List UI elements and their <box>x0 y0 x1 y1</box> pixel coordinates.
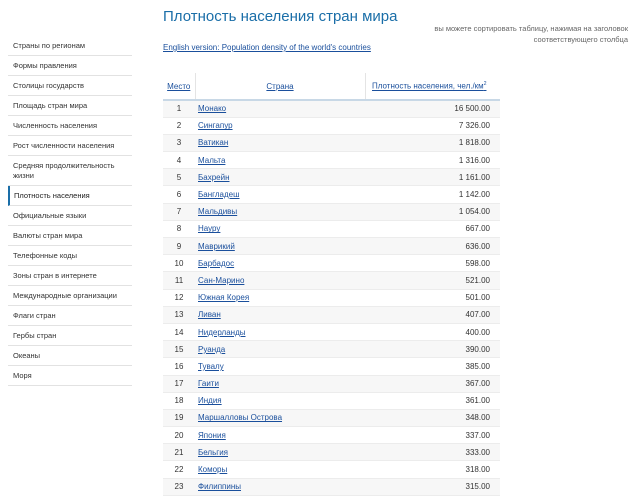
table-row <box>163 409 500 426</box>
country-link[interactable]: Филиппины <box>198 482 241 492</box>
table-row <box>163 134 500 151</box>
table-header-row <box>163 73 500 100</box>
sidebar-item[interactable]: Телефонные коды <box>8 246 132 266</box>
rank-cell: 4 <box>163 152 195 169</box>
country-link[interactable]: Мальдивы <box>198 207 238 217</box>
rank-column-header[interactable]: Место <box>163 73 195 100</box>
table-row <box>163 427 500 444</box>
rank-cell: 6 <box>163 186 195 203</box>
rank-cell: 3 <box>163 134 195 151</box>
rank-cell: 21 <box>163 444 195 461</box>
rank-cell: 17 <box>163 375 195 392</box>
sidebar-item[interactable]: Страны по регионам <box>8 36 132 56</box>
sidebar-item[interactable]: Численность населения <box>8 116 132 136</box>
density-cell: 348.00 <box>365 409 500 426</box>
country-cell <box>195 238 365 255</box>
density-header-label: Плотность населения, чел./км <box>372 81 484 91</box>
density-cell: 521.00 <box>365 272 500 289</box>
rank-cell: 22 <box>163 461 195 478</box>
table-row <box>163 289 500 306</box>
density-cell: 667.00 <box>365 220 500 237</box>
page-title: Плотность населения стран мира <box>163 8 398 25</box>
table-row <box>163 255 500 272</box>
sidebar-item[interactable]: Площадь стран мира <box>8 96 132 116</box>
country-link[interactable]: Маврикий <box>198 241 235 251</box>
country-link[interactable]: Япония <box>198 430 226 440</box>
density-cell: 390.00 <box>365 341 500 358</box>
country-link[interactable]: Ватикан <box>198 138 229 148</box>
table-row <box>163 117 500 134</box>
country-cell <box>195 289 365 306</box>
country-link[interactable]: Нидерланды <box>198 327 246 337</box>
rank-cell: 10 <box>163 255 195 272</box>
table-row <box>163 392 500 409</box>
country-link[interactable]: Маршалловы Острова <box>198 413 283 423</box>
country-cell <box>195 186 365 203</box>
country-link[interactable]: Сан-Марино <box>198 275 245 285</box>
density-cell: 315.00 <box>365 478 500 495</box>
country-cell <box>195 444 365 461</box>
country-cell <box>195 117 365 134</box>
country-cell <box>195 341 365 358</box>
sort-hint: вы можете сортировать таблицу, нажимая на заголовок соответствующего столбца <box>434 24 628 44</box>
sidebar-item[interactable]: Столицы государств <box>8 76 132 96</box>
rank-cell: 9 <box>163 238 195 255</box>
sidebar-item[interactable]: Моря <box>8 366 132 386</box>
country-link[interactable]: Бангладеш <box>198 190 240 200</box>
table-row <box>163 323 500 340</box>
country-link[interactable]: Ливан <box>198 310 221 320</box>
table-row <box>163 169 500 186</box>
density-cell: 1 161.00 <box>365 169 500 186</box>
sidebar-item[interactable]: Океаны <box>8 346 132 366</box>
rank-cell: 19 <box>163 409 195 426</box>
rank-cell: 15 <box>163 341 195 358</box>
country-cell <box>195 134 365 151</box>
sidebar-nav <box>8 36 132 386</box>
rank-cell: 20 <box>163 427 195 444</box>
country-cell <box>195 323 365 340</box>
table-row <box>163 220 500 237</box>
rank-cell: 1 <box>163 100 195 117</box>
rank-cell: 12 <box>163 289 195 306</box>
country-cell <box>195 392 365 409</box>
country-link[interactable]: Тувалу <box>198 361 224 371</box>
table-row <box>163 100 500 117</box>
density-cell: 636.00 <box>365 238 500 255</box>
density-cell: 318.00 <box>365 461 500 478</box>
country-link[interactable]: Монако <box>198 104 227 114</box>
density-cell: 1 818.00 <box>365 134 500 151</box>
rank-cell: 18 <box>163 392 195 409</box>
table-row <box>163 341 500 358</box>
country-link[interactable]: Южная Корея <box>198 293 250 303</box>
rank-cell: 11 <box>163 272 195 289</box>
country-cell <box>195 461 365 478</box>
density-column-header[interactable] <box>365 73 500 100</box>
table-row <box>163 272 500 289</box>
sidebar-item[interactable]: Формы правления <box>8 56 132 76</box>
country-link[interactable]: Науру <box>198 224 221 234</box>
table-row <box>163 306 500 323</box>
sidebar-item[interactable]: Средняя продолжительность жизни <box>8 156 132 186</box>
country-link[interactable]: Бельгия <box>198 447 228 457</box>
sidebar-item[interactable]: Гербы стран <box>8 326 132 346</box>
rank-cell: 13 <box>163 306 195 323</box>
country-cell <box>195 169 365 186</box>
density-cell: 333.00 <box>365 444 500 461</box>
country-link[interactable]: Гаити <box>198 379 219 389</box>
country-cell <box>195 255 365 272</box>
country-cell <box>195 358 365 375</box>
table-row <box>163 444 500 461</box>
country-link[interactable]: Индия <box>198 396 222 406</box>
rank-cell: 23 <box>163 478 195 495</box>
country-cell <box>195 272 365 289</box>
rank-cell: 16 <box>163 358 195 375</box>
density-cell: 1 054.00 <box>365 203 500 220</box>
country-cell <box>195 409 365 426</box>
sidebar-item[interactable]: Зоны стран в интернете <box>8 266 132 286</box>
country-cell <box>195 306 365 323</box>
sidebar-item[interactable]: Международные организации <box>8 286 132 306</box>
country-link[interactable]: Сингапур <box>198 121 233 131</box>
table-row <box>163 186 500 203</box>
country-cell <box>195 220 365 237</box>
country-cell <box>195 375 365 392</box>
sidebar-item[interactable]: Плотность населения <box>8 186 132 206</box>
country-link[interactable]: Руанда <box>198 344 226 354</box>
table-row <box>163 461 500 478</box>
density-cell: 598.00 <box>365 255 500 272</box>
table-row <box>163 375 500 392</box>
country-cell <box>195 478 365 495</box>
density-cell: 1 142.00 <box>365 186 500 203</box>
table-row <box>163 152 500 169</box>
density-cell: 407.00 <box>365 306 500 323</box>
country-cell <box>195 152 365 169</box>
table-body <box>163 100 500 495</box>
density-table <box>163 73 500 496</box>
english-version-link[interactable]: English version: Population density of the world's countries <box>163 43 371 52</box>
density-cell: 1 316.00 <box>365 152 500 169</box>
table-row <box>163 203 500 220</box>
density-cell: 385.00 <box>365 358 500 375</box>
rank-cell: 8 <box>163 220 195 237</box>
table-row <box>163 358 500 375</box>
density-cell: 7 326.00 <box>365 117 500 134</box>
density-cell: 501.00 <box>365 289 500 306</box>
rank-cell: 14 <box>163 323 195 340</box>
density-cell: 400.00 <box>365 323 500 340</box>
density-cell: 361.00 <box>365 392 500 409</box>
country-link[interactable]: Барбадос <box>198 258 235 268</box>
density-cell: 16 500.00 <box>365 100 500 117</box>
density-cell: 337.00 <box>365 427 500 444</box>
country-link[interactable]: Коморы <box>198 465 228 475</box>
country-link[interactable]: Мальта <box>198 155 226 165</box>
density-cell: 367.00 <box>365 375 500 392</box>
rank-cell: 5 <box>163 169 195 186</box>
sidebar-item[interactable]: Флаги стран <box>8 306 132 326</box>
country-link[interactable]: Бахрейн <box>198 172 230 182</box>
rank-cell: 2 <box>163 117 195 134</box>
country-cell <box>195 203 365 220</box>
sidebar-item[interactable]: Рост численности населения <box>8 136 132 156</box>
country-column-header[interactable]: Страна <box>195 73 365 100</box>
sidebar-item[interactable]: Валюты стран мира <box>8 226 132 246</box>
country-cell <box>195 427 365 444</box>
country-cell <box>195 100 365 117</box>
rank-cell: 7 <box>163 203 195 220</box>
density-header-sup: 2 <box>483 81 487 88</box>
table-row <box>163 478 500 495</box>
table-row <box>163 238 500 255</box>
sidebar-item[interactable]: Официальные языки <box>8 206 132 226</box>
